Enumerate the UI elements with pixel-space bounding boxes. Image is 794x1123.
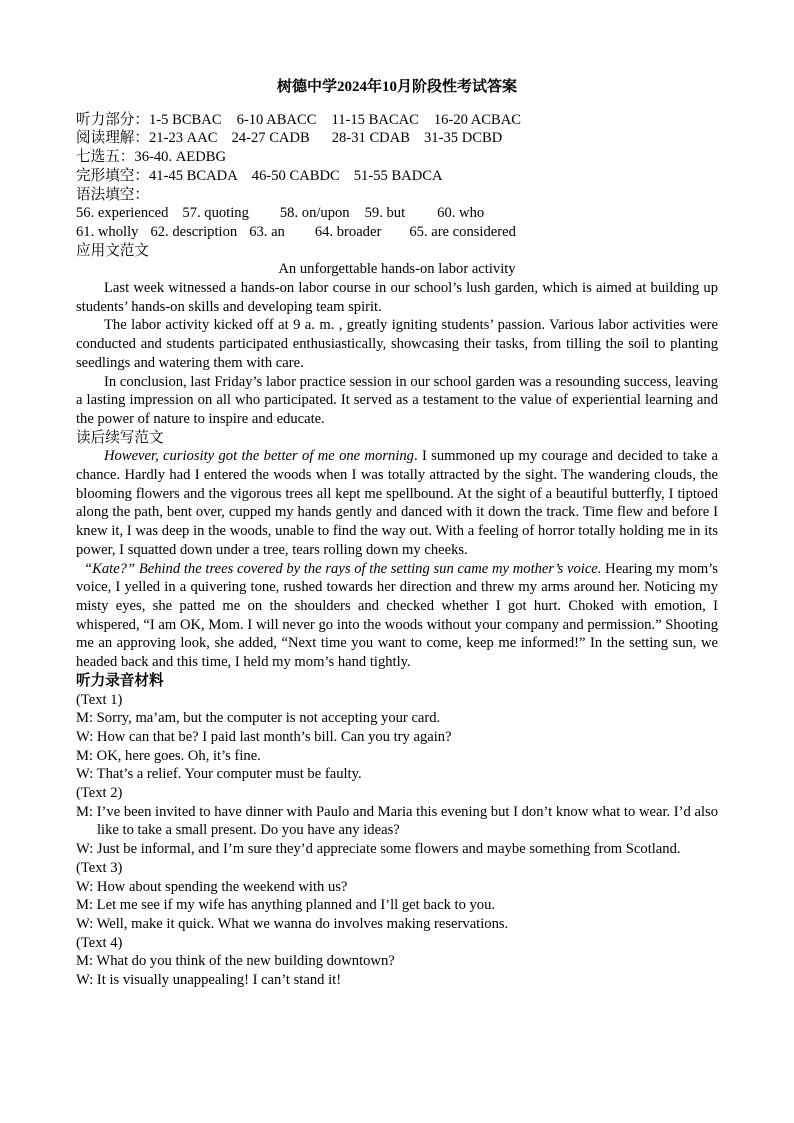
answer-group: 16-20 ACBAC — [433, 111, 522, 128]
paragraph-body: . I summoned up my courage and decided to take a chance. Hardly had I entered the woods when I was totally attracted by the sight. The wandering clouds, the blooming flowers and the vigorous trees all kept me spellbound. At the sight of a beautiful butterfly, I tiptoed along the path, bent over, cupped my hands gently and danced with it down the track. Time flew and before I knew it, I was deep in the woods, unable to find the way out. With a feeling of horror totally holding me in its power, I squatted down under a tree, tears rolling down my cheeks. — [76, 448, 718, 558]
answer-group: 6-10 ABACC — [236, 111, 317, 128]
continuation-paragraph — [76, 560, 718, 672]
answer-group: 41-45 BCADA — [148, 167, 238, 184]
essay-paragraph: In conclusion, last Friday’s labor practice session in our school garden was a resounding success, leaving a lasting impression on all who participated. It served as a testament to the value of experiential learning and the power of nature to inspire and educate. — [76, 373, 718, 427]
transcript-line: W: How about spending the weekend with us? — [76, 878, 348, 895]
answer-group: 11-15 BACAC — [331, 111, 419, 128]
grammar-answers-row-2 — [76, 223, 718, 242]
answer-group: 46-50 CABDC — [251, 167, 340, 184]
transcript-line: M: OK, here goes. Oh, it’s fine. — [76, 747, 261, 764]
answer-group: 31-35 DCBD — [424, 130, 503, 147]
paragraph-lead: However, curiosity got the better of me one morning — [104, 448, 414, 465]
transcript-line: W: That’s a relief. Your computer must be faulty. — [76, 766, 362, 783]
seven-label: 七选五： — [76, 149, 135, 166]
grammar-answers-row-1 — [76, 204, 718, 223]
paragraph-body: Hearing my mom’s voice, I yelled in a quivering tone, rushed towards her direction and threw my arms around her. Noticing my misty eyes, she patted me on the shoulders and checked whether I got hurt. Choked with emotion, I whispered, “I am OK, Mom. I will never go into the woods without your company and permission.” Shooting me an approving look, she added, “Next time you want to come, keep me informed!” In the setting sun, we headed back and this time, I held my mom’s hand tightly. — [76, 560, 718, 671]
transcript-line: (Text 4) — [76, 934, 123, 951]
page-title: 树德中学2024年10月阶段性考试答案 — [276, 79, 517, 95]
answer-group: 24-27 CADB — [231, 130, 310, 147]
transcript-line: M: I’ve been invited to have dinner with Paulo and Maria this evening but I don’t know what to wear. I’d also like to take a small present. Do you have any ideas? — [76, 803, 718, 839]
reading-label: 阅读理解： — [76, 130, 149, 147]
answer-group: 21-23 AAC — [148, 130, 218, 147]
grammar-answer: 56. experienced — [76, 205, 169, 222]
answer-group: 1-5 BCBAC — [148, 111, 222, 128]
essay-paragraph: Last week witnessed a hands-on labor course in our school’s lush garden, which is aimed at building up students’ hands-on skills and developing team spirit. — [76, 280, 718, 315]
transcript-line: M: Sorry, ma’am, but the computer is not accepting your card. — [76, 710, 441, 727]
answer-sheet — [76, 78, 718, 990]
listening-answers — [76, 111, 718, 130]
grammar-answer: 65. are considered — [409, 223, 516, 240]
transcript-line: W: Well, make it quick. What we wanna do involves making reservations. — [76, 915, 509, 932]
grammar-answer: 59. but — [364, 205, 406, 222]
reading-answers — [76, 129, 718, 148]
continuation-writing-label: 读后续写范文 — [76, 429, 164, 446]
grammar-answer: 61. wholly — [76, 223, 139, 240]
transcript-line: W: It is visually unappealing! I can’t stand it! — [76, 972, 342, 989]
grammar-answer: 58. on/upon — [279, 205, 350, 222]
grammar-answer: 63. an — [249, 223, 285, 240]
grammar-label: 语法填空： — [76, 186, 149, 203]
essay-paragraph: The labor activity kicked off at 9 a. m. , greatly igniting students’ passion. Various labor activities were conducted and students participated enthusiastically, showcasing their tasks, from tilling the soil to planting seedlings and watering them with care. — [76, 317, 718, 371]
grammar-answer: 57. quoting — [182, 205, 249, 222]
answer-group: 28-31 CDAB — [331, 130, 410, 147]
grammar-answer: 62. description — [150, 223, 238, 240]
seven-choose-five-answers — [76, 148, 718, 167]
cloze-answers — [76, 167, 718, 186]
transcript-line: W: Just be informal, and I’m sure they’d appreciate some flowers and maybe something from Scotland. — [76, 841, 681, 858]
transcript-line: M: Let me see if my wife has anything planned and I’ll get back to you. — [76, 897, 496, 914]
listening-label: 听力部分： — [76, 111, 149, 128]
transcript-line: (Text 1) — [76, 691, 123, 708]
paragraph-lead: “Kate?” Behind the trees covered by the rays of the setting sun came my mother’s voice. — [84, 560, 602, 577]
transcript-line: (Text 3) — [76, 859, 123, 876]
answer-group: 51-55 BADCA — [353, 167, 443, 184]
answer-group: 36-40. AEDBG — [134, 149, 227, 166]
transcript-heading: 听力录音材料 — [76, 672, 164, 689]
transcript-line: W: How can that be? I paid last month’s bill. Can you try again? — [76, 728, 452, 745]
applied-writing-label: 应用文范文 — [76, 242, 149, 259]
essay-title: An unforgettable hands-on labor activity — [278, 261, 516, 278]
continuation-paragraph — [76, 447, 718, 559]
transcript-line: M: What do you think of the new building downtown? — [76, 953, 395, 970]
grammar-answer: 60. who — [437, 205, 485, 222]
cloze-label: 完形填空： — [76, 167, 149, 184]
transcript-line: (Text 2) — [76, 785, 123, 802]
grammar-answer: 64. broader — [314, 223, 382, 240]
